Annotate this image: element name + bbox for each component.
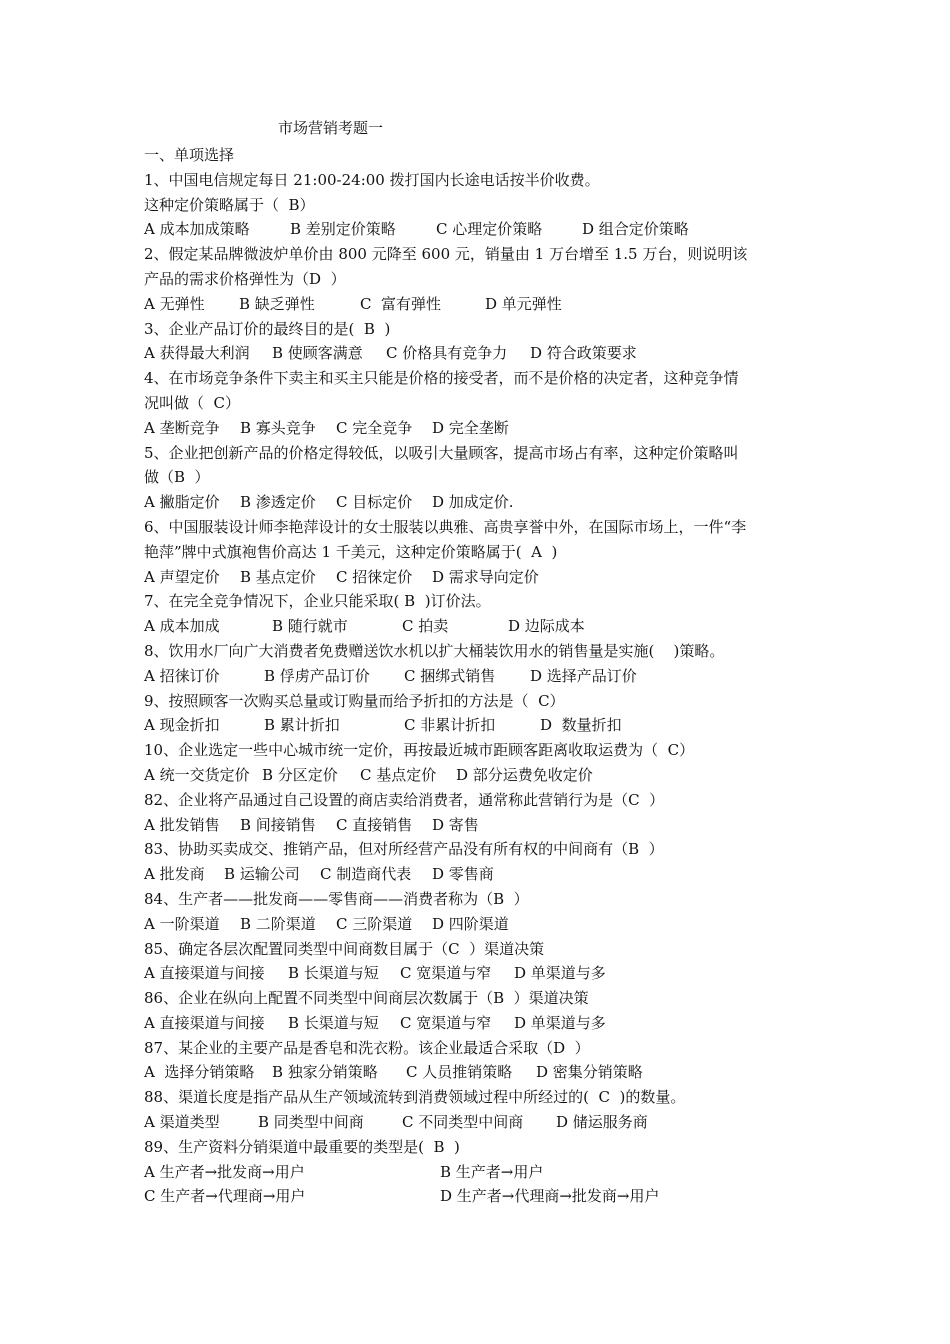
option-b: B 差别定价策略	[290, 220, 396, 239]
option-c: C 宽渠道与窄	[400, 1013, 492, 1032]
option-d: D 生产者→代理商→批发商→用户	[440, 1187, 660, 1206]
option-a: A 生产者→批发商→用户	[144, 1162, 305, 1181]
question-3-options	[144, 341, 824, 366]
option-c: C 基点定价	[360, 765, 437, 784]
question-86-text: 86、企业在纵向上配置不同类型中间商层次数属于（B ）渠道决策	[144, 989, 589, 1008]
question-4-text-cont: 况叫做（ C）	[144, 393, 241, 412]
option-b: B 长渠道与短	[288, 1013, 379, 1032]
option-a: A 选择分销策略	[144, 1063, 255, 1082]
question-86-options	[144, 1011, 824, 1036]
option-c: C 捆绑式销售	[404, 666, 496, 685]
option-d: D 需求导向定价	[432, 567, 539, 586]
option-c: C 非累计折扣	[404, 716, 496, 735]
option-a: A 声望定价	[144, 567, 220, 586]
question-10-text: 10、企业选定一些中心城市统一定价，再按最近城市距顾客距离收取运费为（ C）	[144, 741, 695, 760]
question-89-text: 89、生产资料分销渠道中最重要的类型是( B )	[144, 1137, 460, 1156]
option-a: A 招徕订价	[144, 666, 220, 685]
option-a: A 直接渠道与间接	[144, 1013, 265, 1032]
question-2-options	[144, 292, 824, 317]
question-82-options	[144, 813, 824, 838]
option-d: D 四阶渠道	[432, 914, 509, 933]
question-82-text: 82、企业将产品通过自己设置的商店卖给消费者，通常称此营销行为是（C ）	[144, 790, 665, 809]
option-d: D 组合定价策略	[582, 220, 689, 239]
question-6-text: 6、中国服装设计师李艳萍设计的女士服装以典雅、高贵享誉中外，在国际市场上，一件“李	[144, 517, 747, 536]
question-83-options	[144, 862, 824, 887]
option-c: C 心理定价策略	[436, 220, 543, 239]
option-a: A 渠道类型	[144, 1113, 220, 1132]
document-title: 市场营销考题一	[278, 119, 384, 137]
option-b: B 基点定价	[240, 567, 316, 586]
question-10-options	[144, 763, 824, 788]
option-c: C 招徕定价	[336, 567, 413, 586]
question-5-text: 5、企业把创新产品的价格定得较低，以吸引大量顾客，提高市场占有率，这种定价策略叫	[144, 443, 739, 462]
option-a: A 统一交货定价	[144, 765, 250, 784]
option-d: D 寄售	[432, 815, 479, 834]
option-d: D 符合政策要求	[530, 344, 637, 363]
question-4-options	[144, 416, 824, 441]
option-c: C 价格具有竞争力	[386, 344, 508, 363]
question-1-options	[144, 217, 824, 242]
option-b: B 渗透定价	[240, 493, 316, 512]
option-a: A 成本加成	[144, 617, 220, 636]
option-b: B 寡头竞争	[240, 418, 316, 437]
question-9-options	[144, 713, 824, 738]
question-84-options	[144, 912, 824, 937]
option-a: A 垄断竞争	[144, 418, 220, 437]
option-d: D 单渠道与多	[514, 1013, 606, 1032]
question-87-options	[144, 1060, 824, 1085]
option-b: B 生产者→用户	[440, 1162, 544, 1181]
option-b: B 缺乏弹性	[239, 294, 315, 313]
question-88-text: 88、渠道长度是指产品从生产领域流转到消费领域过程中所经过的( C )的数量。	[144, 1088, 686, 1107]
option-c: C 不同类型中间商	[402, 1113, 524, 1132]
option-d: D 完全垄断	[432, 418, 509, 437]
option-d: D 单元弹性	[485, 294, 562, 313]
question-5-options	[144, 490, 824, 515]
option-a: A 成本加成策略	[144, 220, 250, 239]
question-88-options	[144, 1110, 824, 1135]
section-heading: 一、单项选择	[144, 146, 235, 164]
option-c: C 直接销售	[336, 815, 413, 834]
option-d: D 储运服务商	[556, 1113, 648, 1132]
option-c: C 人员推销策略	[406, 1063, 513, 1082]
option-d: D 部分运费免收定价	[456, 765, 593, 784]
question-list	[144, 143, 824, 1209]
option-d: D 数量折扣	[540, 716, 622, 735]
question-4-text: 4、在市场竞争条件下卖主和买主只能是价格的接受者，而不是价格的决定者，这种竞争情	[144, 369, 739, 388]
option-a: A 撇脂定价	[144, 493, 220, 512]
option-b: B 长渠道与短	[288, 964, 379, 983]
option-c: C 宽渠道与窄	[400, 964, 492, 983]
option-c: C 目标定价	[336, 493, 413, 512]
option-a: A 批发商	[144, 865, 205, 884]
question-6-options	[144, 565, 824, 590]
option-c: C 生产者→代理商→用户	[144, 1187, 306, 1206]
option-a: A 现金折扣	[144, 716, 220, 735]
option-c: C 富有弹性	[360, 294, 442, 313]
option-b: B 俘虏产品订价	[264, 666, 370, 685]
option-b: B 二阶渠道	[240, 914, 316, 933]
option-c: C 制造商代表	[320, 865, 412, 884]
option-a: A 获得最大利润	[144, 344, 250, 363]
question-2-text: 2、假定某品牌微波炉单价由 800 元降至 600 元，销量由 1 万台增至 1.5 万台，则说明该	[144, 245, 748, 264]
option-b: B 间接销售	[240, 815, 316, 834]
option-c: C 完全竞争	[336, 418, 413, 437]
option-b: B 使顾客满意	[272, 344, 363, 363]
option-d: D 单渠道与多	[514, 964, 606, 983]
option-b: B 运输公司	[224, 865, 300, 884]
question-7-options	[144, 614, 824, 639]
option-b: B 独家分销策略	[272, 1063, 378, 1082]
question-2-text-cont: 产品的需求价格弹性为（D ）	[144, 269, 346, 288]
option-b: B 随行就市	[272, 617, 348, 636]
question-6-text-cont: 艳萍”牌中式旗袍售价高达 1 千美元，这种定价策略属于( A )	[144, 542, 558, 561]
option-d: D 边际成本	[508, 617, 585, 636]
option-d: D 密集分销策略	[536, 1063, 643, 1082]
option-a: A 一阶渠道	[144, 914, 220, 933]
option-d: D 零售商	[432, 865, 494, 884]
question-9-text: 9、按照顾客一次购买总量或订购量而给予折扣的方法是（ C）	[144, 691, 565, 710]
option-c: C 三阶渠道	[336, 914, 413, 933]
option-a: A 直接渠道与间接	[144, 964, 265, 983]
question-3-text: 3、企业产品订价的最终目的是( B )	[144, 319, 391, 338]
option-b: B 分区定价	[262, 765, 338, 784]
option-d: D 选择产品订价	[530, 666, 637, 685]
question-85-options	[144, 961, 824, 986]
option-b: B 累计折扣	[264, 716, 340, 735]
option-c: C 拍卖	[402, 617, 449, 636]
question-1-text: 1、中国电信规定每日 21:00-24:00 拨打国内长途电话按半价收费。	[144, 170, 600, 189]
question-1-text-cont: 这种定价策略属于（ B）	[144, 195, 315, 214]
question-8-text: 8、饮用水厂向广大消费者免费赠送饮水机以扩大桶装饮用水的销售量是实施( )策略。	[144, 641, 725, 660]
question-87-text: 87、某企业的主要产品是香皂和洗衣粉。该企业最适合采取（D ）	[144, 1038, 590, 1057]
question-83-text: 83、协助买卖成交、推销产品，但对所经营产品没有所有权的中间商有（B ）	[144, 840, 664, 859]
question-7-text: 7、在完全竞争情况下，企业只能采取( B )订价法。	[144, 592, 491, 611]
option-d: D 加成定价.	[432, 493, 514, 512]
option-a: A 批发销售	[144, 815, 220, 834]
option-a: A 无弹性	[144, 294, 205, 313]
question-8-options	[144, 664, 824, 689]
question-85-text: 85、确定各层次配置同类型中间商数目属于（C ）渠道决策	[144, 939, 545, 958]
question-5-text-cont: 做（B ）	[144, 468, 210, 487]
question-89-options-row2	[144, 1184, 824, 1209]
option-b: B 同类型中间商	[258, 1113, 364, 1132]
question-84-text: 84、生产者——批发商——零售商——消费者称为（B ）	[144, 889, 529, 908]
question-89-options-row1	[144, 1160, 824, 1185]
